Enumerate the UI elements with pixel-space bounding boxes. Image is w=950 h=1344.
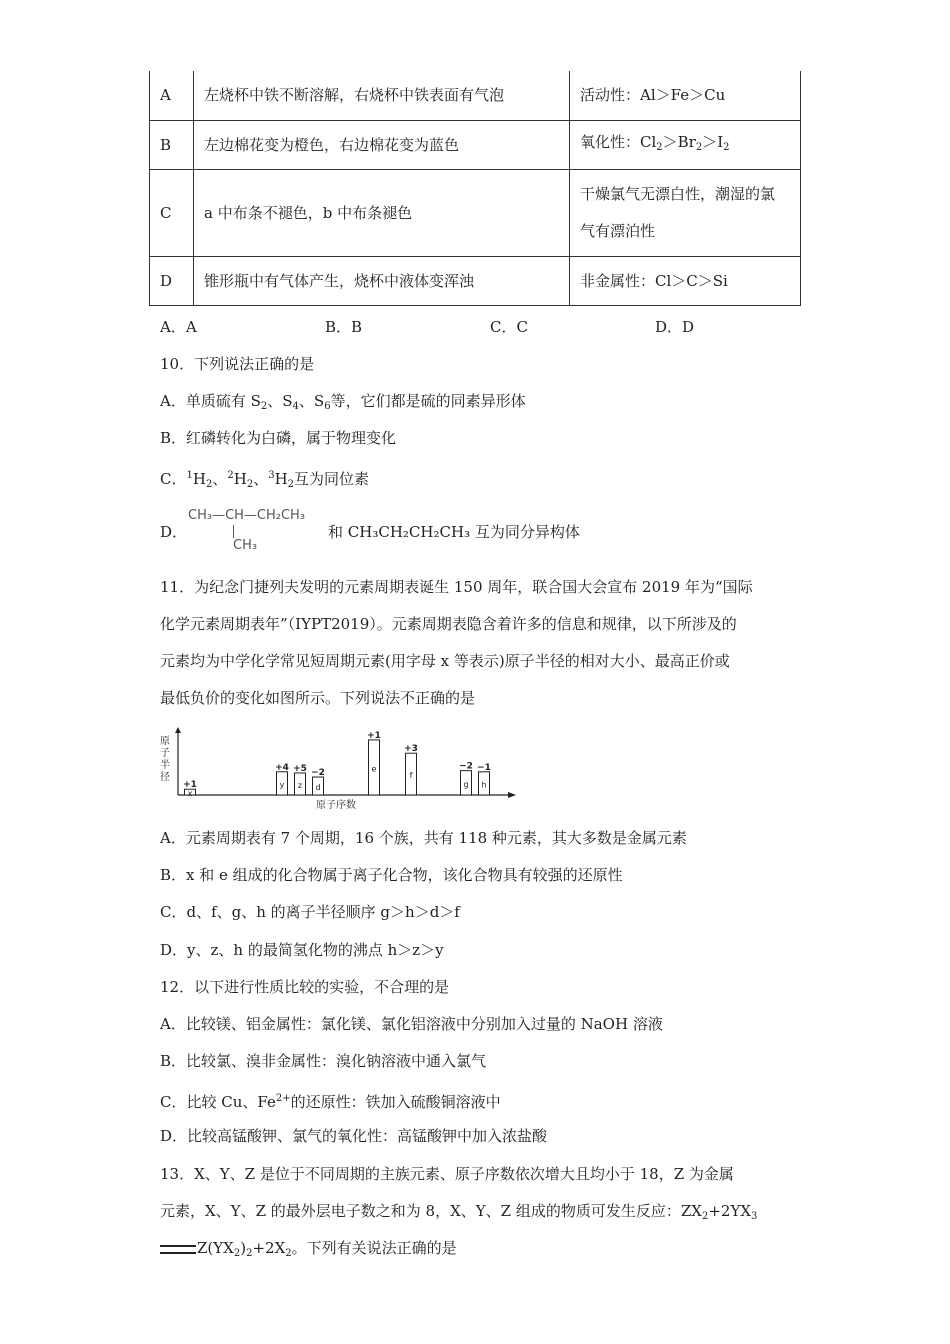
- q10-option-d-text: 和 CH₃CH₂CH₂CH₃ 互为同分异构体: [328, 523, 580, 541]
- q12-option-b[interactable]: B．比较氯、溴非金属性：溴化钠溶液中通入氯气: [160, 1052, 487, 1070]
- q11-option-a[interactable]: A．元素周期表有 7 个周期，16 个族，共有 118 种元素，其大多数是金属元素: [160, 829, 687, 847]
- valence-label-y: +4: [275, 762, 289, 773]
- q10-option-c[interactable]: [160, 466, 369, 495]
- radius-valence-chart: [158, 727, 518, 817]
- table-row: [150, 120, 801, 169]
- q11-option-d[interactable]: D．y、z、h 的最简氢化物的沸点 h＞z＞y: [160, 941, 444, 959]
- stem-line: 11．为纪念门捷列夫发明的元素周期表诞生 150 周年，联合国大会宣布 2019 年为“国际: [160, 578, 753, 596]
- row-conclusion: [570, 120, 801, 169]
- valence-label-f: +3: [404, 744, 418, 755]
- subscript: 2: [285, 1248, 292, 1259]
- conclusion-text: ＞I: [702, 132, 724, 151]
- choice-d[interactable]: D．D: [655, 318, 695, 336]
- q10-option-d-label[interactable]: D．: [160, 523, 188, 541]
- subscript: 2: [723, 141, 730, 153]
- row-label: B: [150, 120, 194, 169]
- superscript: 2+: [275, 1093, 291, 1104]
- option-text: 互为同位素: [294, 470, 370, 488]
- q12-option-a[interactable]: A．比较镁、铝金属性：氯化镁、氯化铝溶液中分别加入过量的 NaOH 溶液: [160, 1015, 663, 1033]
- bar-label-f: f: [409, 771, 413, 781]
- bar-label-d: d: [315, 783, 321, 793]
- table-row: [150, 256, 801, 305]
- row-conclusion: [570, 169, 801, 256]
- q10-stem: 10．下列说法正确的是: [160, 355, 315, 373]
- y-axis-label: 原子半径: [160, 736, 170, 783]
- conclusion-text: ＞Br: [662, 132, 696, 151]
- row-phenomenon: a 中布条不褪色，b 中布条褪色: [194, 169, 570, 256]
- option-text: 、: [212, 470, 228, 488]
- option-text: A．单质硫有 S: [160, 392, 261, 410]
- q11-stem: [160, 569, 795, 717]
- option-text: H: [192, 470, 206, 488]
- row-phenomenon: 左边棉花变为橙色，右边棉花变为蓝色: [194, 120, 570, 169]
- valence-label-x: +1: [183, 780, 197, 791]
- row-label: D: [150, 256, 194, 305]
- superscript: 3: [268, 470, 275, 481]
- subscript: 2: [656, 141, 663, 153]
- stem-line: 最低负价的变化如图所示。下列说法不正确的是: [160, 689, 476, 707]
- q12-stem: 12．以下进行性质比较的实验，不合理的是: [160, 978, 450, 996]
- subscript: 2: [233, 1248, 241, 1259]
- valence-label-d: −2: [311, 768, 325, 779]
- q12-option-d[interactable]: D．比较高锰酸钾、氯气的氧化性：高锰酸钾中加入浓盐酸: [160, 1127, 548, 1145]
- q10-option-a[interactable]: [160, 391, 526, 417]
- q13-line-1: 13．X、Y、Z 是位于不同周期的主族元素、原子序数依次增大且均小于 18，Z 为金属: [160, 1165, 734, 1183]
- struct-branch: CH₃: [233, 538, 258, 553]
- subscript: 2: [205, 479, 213, 490]
- option-text: C．: [160, 470, 187, 488]
- q12-option-c[interactable]: [160, 1089, 501, 1112]
- subscript: 2: [701, 1211, 709, 1222]
- valence-label-h: −1: [477, 762, 491, 773]
- stem-line: 化学元素周期表年”（IYPT2019）。元素周期表隐含着许多的信息和规律，以下所涉及的: [160, 615, 737, 633]
- subscript: 6: [324, 401, 331, 412]
- table-row: [150, 169, 801, 256]
- bar-label-z: z: [297, 780, 303, 790]
- equals-sign: [160, 1245, 196, 1254]
- table-row: [150, 71, 801, 120]
- row-conclusion: 非金属性：Cl＞C＞Si: [570, 256, 801, 305]
- option-text: 的还原性：铁加入硫酸铜溶液中: [290, 1093, 501, 1111]
- structural-formula: [188, 508, 328, 556]
- stem-text: ): [240, 1239, 247, 1257]
- q13-line-3: [160, 1238, 457, 1264]
- row-conclusion: 活动性：Al＞Fe＞Cu: [570, 71, 801, 120]
- option-text: 等，它们都是硫的同素异形体: [330, 392, 526, 410]
- choice-c[interactable]: C．C: [490, 318, 528, 336]
- superscript: 1: [186, 470, 193, 481]
- stem-text: +2X: [252, 1239, 286, 1257]
- superscript: 2: [227, 470, 234, 481]
- bars-group: [183, 731, 491, 798]
- bar-label-y: y: [279, 780, 285, 790]
- q10-option-b[interactable]: B．红磷转化为白磷，属于物理变化: [160, 429, 397, 447]
- stem-text: +2YX: [708, 1202, 752, 1220]
- q13-line-2: [160, 1201, 757, 1227]
- bar-label-h: h: [481, 780, 487, 790]
- conclusion-line: 气有漂泊性: [580, 221, 656, 240]
- q11-option-c[interactable]: C．d、f、g、h 的离子半径顺序 g＞h＞d＞f: [160, 903, 460, 921]
- subscript: 2: [287, 479, 295, 490]
- row-phenomenon: 左烧杯中铁不断溶解，右烧杯中铁表面有气泡: [194, 71, 570, 120]
- option-text: 、: [253, 470, 269, 488]
- subscript: 2: [246, 479, 254, 490]
- x-axis-arrow: [508, 792, 516, 798]
- valence-label-z: +5: [293, 763, 307, 774]
- subscript: 2: [246, 1248, 253, 1259]
- struct-bond: [233, 525, 234, 538]
- option-text: C．比较 Cu、Fe: [160, 1093, 276, 1111]
- row-label: C: [150, 169, 194, 256]
- stem-text: Z(YX: [197, 1239, 234, 1257]
- stem-line: 元素均为中学化学常见短周期元素(用字母 x 等表示)原子半径的相对大小、最高正价或: [160, 652, 730, 670]
- subscript: 2: [260, 401, 268, 412]
- choice-b[interactable]: B．B: [325, 318, 363, 336]
- choice-a[interactable]: A．A: [160, 318, 197, 336]
- stem-text: 元素，X、Y、Z 的最外层电子数之和为 8，X、Y、Z 组成的物质可发生反应：ZX: [160, 1202, 702, 1220]
- stem-text: 。下列有关说法正确的是: [291, 1239, 457, 1257]
- subscript: 2: [695, 141, 703, 153]
- row-label: A: [150, 71, 194, 120]
- subscript: 4: [292, 401, 299, 412]
- q11-option-b[interactable]: B．x 和 e 组成的化合物属于离子化合物，该化合物具有较强的还原性: [160, 866, 623, 884]
- struct-main-chain: CH₃—CH—CH₂CH₃: [188, 508, 306, 523]
- bar-label-g: g: [463, 779, 469, 789]
- option-text: H: [274, 470, 288, 488]
- valence-label-e: +1: [367, 730, 381, 741]
- conclusion-text: 氧化性：Cl: [580, 132, 657, 151]
- option-text: 、S: [298, 392, 325, 410]
- option-text: 、S: [267, 392, 293, 410]
- bar-label-e: e: [371, 764, 377, 774]
- subscript: 3: [751, 1211, 758, 1222]
- conclusion-line: 干燥氯气无漂白性，潮湿的氯: [580, 184, 776, 203]
- valence-label-g: −2: [459, 761, 473, 772]
- q9-options-table: [149, 71, 801, 306]
- bar-label-x: x: [187, 789, 193, 799]
- option-text: H: [233, 470, 247, 488]
- y-axis-arrow: [175, 727, 181, 733]
- x-axis-label: 原子序数: [316, 800, 356, 811]
- row-phenomenon: 锥形瓶中有气体产生，烧杯中液体变浑浊: [194, 256, 570, 305]
